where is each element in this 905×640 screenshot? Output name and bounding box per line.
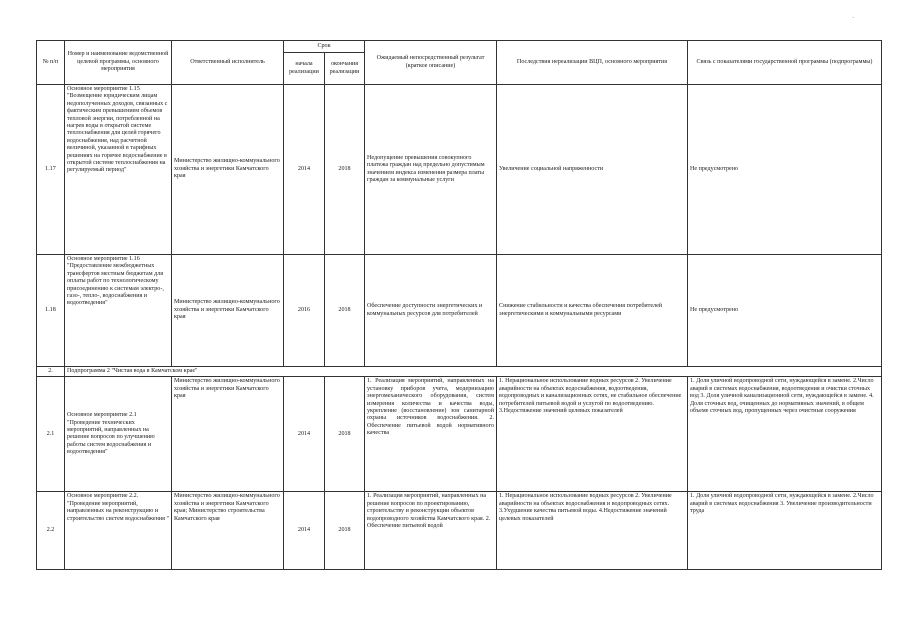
program-table <box>36 40 882 570</box>
header-consequences: Последствия нереализации ВЦП, основного мероприятия <box>497 41 688 85</box>
row-end: 2018 <box>325 377 365 492</box>
header-row-1 <box>37 41 882 53</box>
row-link: Не предусмотрено <box>688 255 882 367</box>
row-name: Основное мероприятие 2.1 "Проведение технических мероприятий, направленных на решение вопросов по улучшению работы систем водоснабжения и водоотведения" <box>65 377 172 492</box>
row-end: 2018 <box>325 492 365 570</box>
header-link: Связь с показателями государственной программы (подпрограммы) <box>688 41 882 85</box>
row-executor: Министерство жилищно-коммунального хозяйства и энергетики Камчатского края; Министерство строительства Камчатского края <box>172 492 284 570</box>
row-consequences: Увеличение социальной напряженности <box>497 85 688 255</box>
row-link: 1. Доля уличной водопроводной сети, нуждающейся в замене. 2.Число аварий в системах водоснабжения, водоотведения и очистки сточных вод 3. Доля уличной канализационной сети, нуждающейся в замене. 4. Доля сточных вод, очищенных до нормативных значений, в общем объеме сточных вод, пропущенных через очистные сооружения <box>688 377 882 492</box>
row-result: Обеспечение доступности энергетических и коммунальных ресурсов для потребителей <box>365 255 497 367</box>
row-start: 2016 <box>284 255 325 367</box>
row-name: Основное мероприятие 1.15 "Возмещение юридическим лицам недополученных доходов, связанных с фактическим превышением объемов тепловой энергии, потребленной на нагрев воды в открытой системе теплоснабжения для целей горячего водоснабжения, над расчетной величиной, указанной в тарифных решениях на горячее водоснабжение в открытой системе теплоснабжения на регулируемый период" <box>65 85 172 255</box>
row-consequences: 1. Нерациональное использование водных ресурсов 2. Увеличение аварийности на объектах водоснабжения, водоотведения, водопроводных и канализационных сетях, не стабильное обеспечение потребителей питьевой водой и услугой по водоотведению. 3.Недостижение значений целевых показателей <box>497 377 688 492</box>
row-result: 1. Реализация мероприятий, направленных на установку приборов учета, модернизацию энергомеханического оборудования, систем измерения количества и качества воды, укрепление (восстановление) зон санитарной охраны источников водоснабжения. 2. Обеспечение питьевой водой нормативного качества <box>365 377 497 492</box>
row-executor: Министерство жилищно-коммунального хозяйства и энергетики Камчатского края <box>172 255 284 367</box>
section-row <box>37 367 882 377</box>
row-consequences: 1. Нерациональное использование водных ресурсов 2. Увеличение аварийности на объектах водоснабжения и водопроводных сетях. 3.Ухудшение качества питьевой воды. 4.Недостижение значений целевых показателей <box>497 492 688 570</box>
row-result: 1. Реализация мероприятий, направленных на решение вопросов по проектированию, строительству и реконструкции объектов водопроводного хозяйства Камчатского края. 2. Обеспечение питьевой водой <box>365 492 497 570</box>
table-row <box>37 377 882 492</box>
header-result: Ожидаемый непосредственный результат (краткое описание) <box>365 41 497 85</box>
row-end: 2018 <box>325 255 365 367</box>
section-title: Подпрограмма 2 "Чистая вода в Камчатском крае" <box>65 367 882 377</box>
row-num: 2.2 <box>37 492 65 570</box>
row-num: 1.18 <box>37 255 65 367</box>
row-name: Основное мероприятие 2.2. "Проведение мероприятий, направленных на реконструкцию и строительство систем водоснабжения " <box>65 492 172 570</box>
row-start: 2014 <box>284 377 325 492</box>
header-name: Номер и наименование ведомственной целевой программы, основного мероприятия <box>65 41 172 85</box>
header-term: Срок <box>284 41 365 53</box>
row-num: 2.1 <box>37 377 65 492</box>
row-num: 1.17 <box>37 85 65 255</box>
table-row <box>37 85 882 255</box>
row-consequences: Снижение стабильности и качества обеспечения потребителей энергетическими и коммунальными ресурсами <box>497 255 688 367</box>
row-link: Не предусмотрено <box>688 85 882 255</box>
row-executor: Министерство жилищно-коммунального хозяйства и энергетики Камчатского края <box>172 377 284 492</box>
row-name: Основное мероприятие 1.16 "Предоставление межбюджетных трансфертов местным бюджетам для оплаты работ по технологическому присоединению к системам электро-, газо-, тепло-, водоснабжения и водоотведения" <box>65 255 172 367</box>
table-row <box>37 255 882 367</box>
row-end: 2018 <box>325 85 365 255</box>
header-num: № п/п <box>37 41 65 85</box>
row-start: 2014 <box>284 492 325 570</box>
header-end: окончания реализации <box>325 53 365 85</box>
row-executor: Министерство жилищно-коммунального хозяйства и энергетики Камчатского края <box>172 85 284 255</box>
row-result: Недопущение превышения совокупного платежа граждан над предельно допустимым значением индекса изменения размера платы граждан за коммунальные услуги <box>365 85 497 255</box>
section-num: 2. <box>37 367 65 377</box>
header-start: начала реализации <box>284 53 325 85</box>
row-start: 2014 <box>284 85 325 255</box>
scan-speck: · <box>852 14 855 22</box>
table-row <box>37 492 882 570</box>
header-executor: Ответственный исполнитель <box>172 41 284 85</box>
row-link: 1. Доля уличной водопроводной сети, нуждающейся в замене. 2.Число аварий в системах водоснабжения 3. Увеличение производительности труда <box>688 492 882 570</box>
